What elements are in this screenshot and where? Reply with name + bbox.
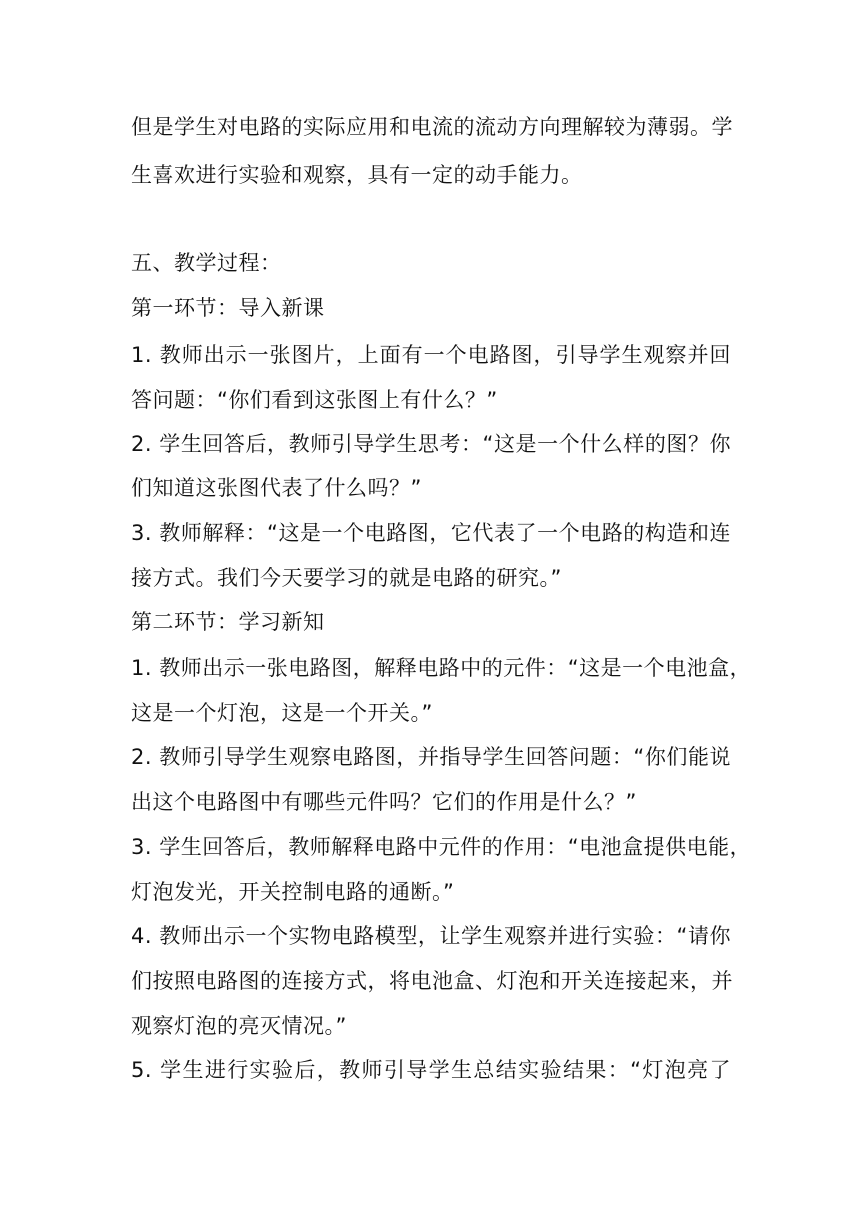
section-heading: 五、教学过程： <box>131 251 282 275</box>
paragraph-line: 接方式。我们今天要学习的就是电路的研究。” <box>131 566 562 590</box>
paragraph-line: 1. 教师出示一张电路图，解释电路中的元件：“这是一个电池盒， <box>131 656 752 680</box>
subsection-heading: 第二环节：学习新知 <box>131 610 325 634</box>
paragraph-line: 灯泡发光，开关控制电路的通断。” <box>131 880 455 904</box>
paragraph-line: 3. 教师解释：“这是一个电路图，它代表了一个电路的构造和连 <box>131 521 731 545</box>
paragraph-line: 4. 教师出示一个实物电路模型，让学生观察并进行实验：“请你 <box>131 924 731 948</box>
paragraph-line: 但是学生对电路的实际应用和电流的流动方向理解较为薄弱。学 <box>131 115 733 139</box>
paragraph-line: 答问题：“你们看到这张图上有什么？” <box>131 388 498 412</box>
paragraph-line: 3. 学生回答后，教师解释电路中元件的作用：“电池盒提供电能， <box>131 835 752 859</box>
paragraph-line: 出这个电路图中有哪些元件吗？它们的作用是什么？” <box>131 790 637 814</box>
paragraph-line: 们按照电路图的连接方式，将电池盒、灯泡和开关连接起来，并 <box>131 969 733 993</box>
paragraph-line: 观察灯泡的亮灭情况。” <box>131 1014 347 1038</box>
paragraph-line: 2. 教师引导学生观察电路图，并指导学生回答问题：“你们能说 <box>131 745 731 769</box>
paragraph-line: 生喜欢进行实验和观察，具有一定的动手能力。 <box>131 163 583 187</box>
subsection-heading: 第一环节：导入新课 <box>131 296 325 320</box>
paragraph-line: 5. 学生进行实验后，教师引导学生总结实验结果：“灯泡亮了 <box>131 1058 731 1082</box>
paragraph-line: 1. 教师出示一张图片，上面有一个电路图，引导学生观察并回 <box>131 343 731 367</box>
paragraph-line: 们知道这张图代表了什么吗？” <box>131 476 422 500</box>
paragraph-line: 这是一个灯泡，这是一个开关。” <box>131 701 433 725</box>
paragraph-line: 2. 学生回答后，教师引导学生思考：“这是一个什么样的图？你 <box>131 432 731 456</box>
